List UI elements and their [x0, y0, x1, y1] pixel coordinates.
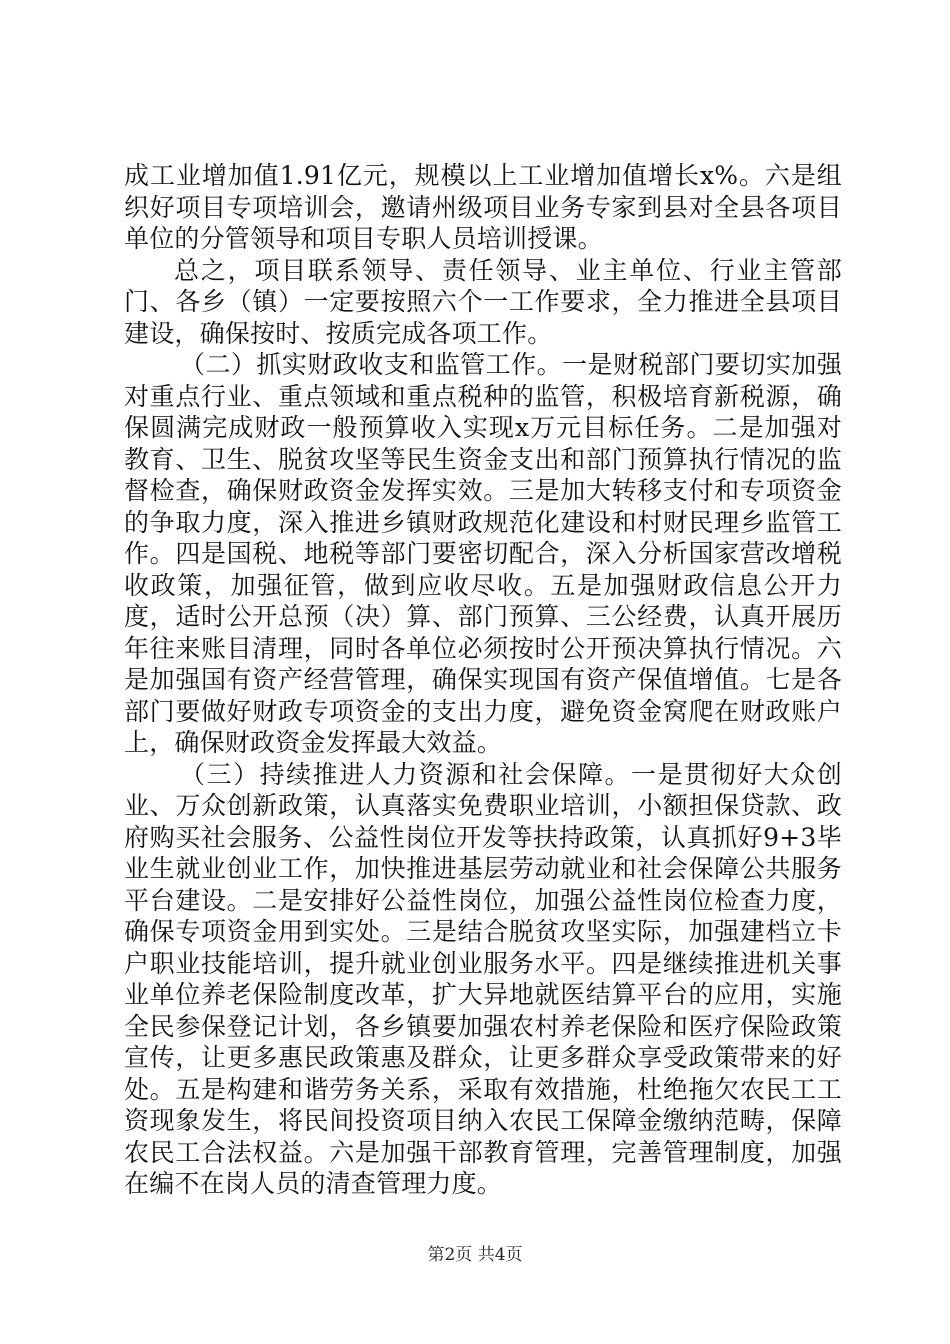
page-number-footer: 第2页 共4页 [427, 1245, 523, 1265]
paragraph-continuation: 成工业增加值1.91亿元，规模以上工业增加值增长x%。六是组织好项目专项培训会，邀请州级项目业务专家到县对全县各项目单位的分管领导和项目专职人员培训授课。 [124, 161, 842, 253]
document-body [124, 160, 842, 1200]
paragraph-section-finance: （二）抓实财政收支和监管工作。一是财税部门要切实加强对重点行业、重点领域和重点税种的监管，积极培育新税源，确保圆满完成财政一般预算收入实现x万元目标任务。二是加强对教育、卫生、脱贫攻坚等民生资金支出和部门预算执行情况的监督检查，确保财政资金发挥实效。三是加大转移支付和专项资金的争取力度，深入推进乡镇财政规范化建设和村财民理乡监管工作。四是国税、地税等部门要密切配合，深入分析国家营改增税收政策，加强征管，做到应收尽收。五是加强财政信息公开力度，适时公开总预（决）算、部门预算、三公经费，认真开展历年往来账目清理，同时各单位必须按时公开预决算执行情况。六是加强国有资产经营管理，确保实现国有资产保值增值。七是各部门要做好财政专项资金的支出力度，避免资金窝爬在财政账户上，确保财政资金发挥最大效益。 [124, 350, 842, 757]
paragraph-summary: 总之，项目联系领导、责任领导、业主单位、行业主管部门、各乡（镇）一定要按照六个一工作要求，全力推进全县项目建设，确保按时、按质完成各项工作。 [124, 255, 842, 348]
paragraph-section-hr: （三）持续推进人力资源和社会保障。一是贯彻好大众创业、万众创新政策，认真落实免费职业培训，小额担保贷款、政府购买社会服务、公益性岗位开发等扶持政策，认真抓好9+3毕业生就业创业工作，加快推进基层劳动就业和社会保障公共服务平台建设。二是安排好公益性岗位，加强公益性岗位检查力度，确保专项资金用到实处。三是结合脱贫攻坚实际，加强建档立卡户职业技能培训，提升就业创业服务水平。四是继续推进机关事业单位养老保险制度改革，扩大异地就医结算平台的应用，实施全民参保登记计划，各乡镇要加强农村养老保险和医疗保险政策宣传，让更多惠民政策惠及群众，让更多群众享受政策带来的好处。五是构建和谐劳务关系，采取有效措施，杜绝拖欠农民工工资现象发生，将民间投资项目纳入农民工保障金缴纳范畴，保障农民工合法权益。六是加强干部教育管理，完善管理制度，加强在编不在岗人员的清查管理力度。 [124, 759, 842, 1198]
